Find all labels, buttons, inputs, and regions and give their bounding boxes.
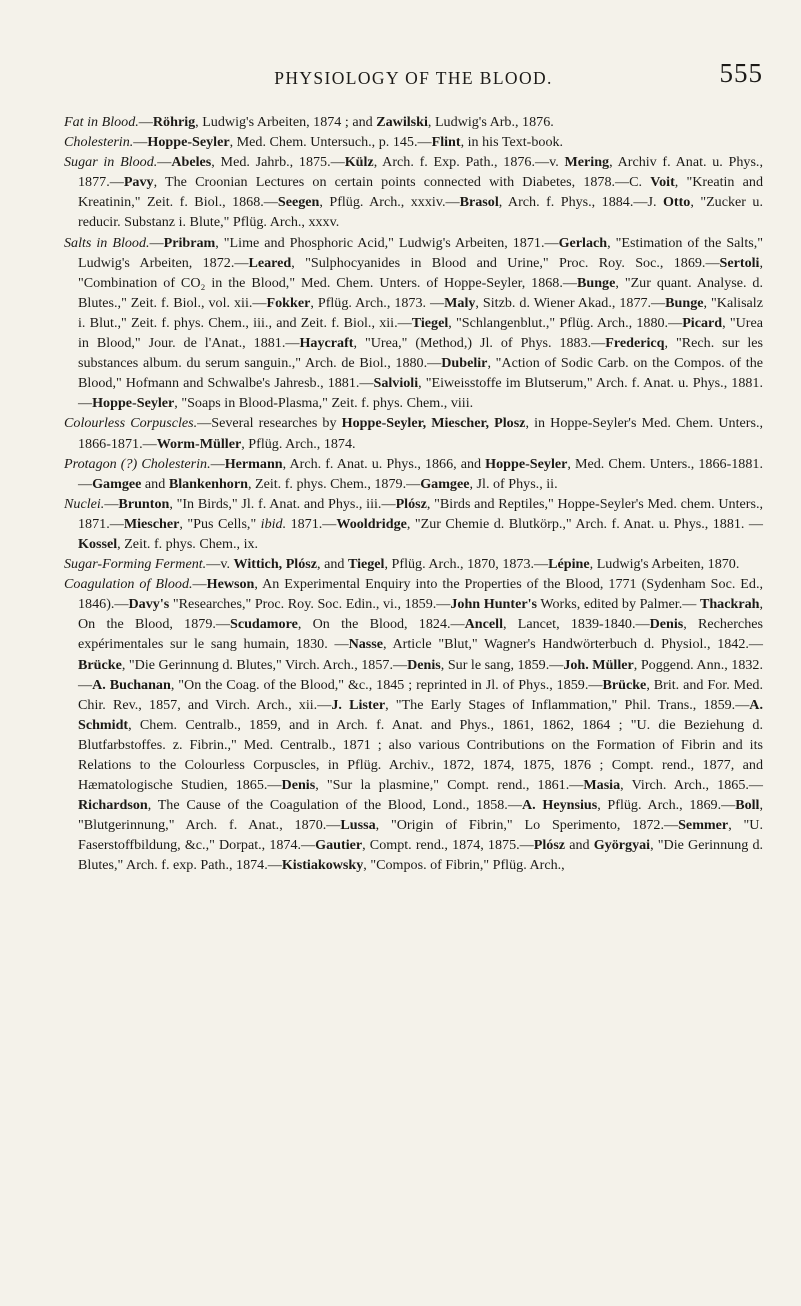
citation-text: , "Blutgerinnung," Arch. f. Anat., 1870.—: [78, 797, 763, 834]
citation-text: , Zeit. f. phys. Chem., 1879.—: [247, 475, 421, 492]
author-name: A. Heynsius: [521, 797, 598, 814]
author-name: Denis: [649, 616, 684, 633]
author-name: Worm-Müller: [156, 435, 242, 452]
bibliography-paragraph: [64, 152, 763, 232]
author-name: Denis: [407, 656, 441, 673]
author-name: Salvioli: [373, 375, 419, 392]
citation-text: , "Eiweisstoffe im Blutserum," Arch. f. Anat. u. Phys., 1881.—: [78, 375, 763, 412]
author-name: Fredericq: [605, 335, 665, 352]
citation-text: , "Birds and Reptiles," Hoppe-Seyler's Med. chem. Unters., 1871.—: [78, 495, 764, 532]
running-head: PHYSIOLOGY OF THE BLOOD.: [274, 68, 553, 88]
author-name: Kossel: [78, 535, 118, 552]
citation-text: , "On the Coag. of the Blood," &c., 1845 ; reprinted in Jl. of Phys., 1859.—: [170, 676, 603, 693]
citation-text: , Sur le sang, 1859.—: [440, 656, 564, 673]
citation-text: , Arch. f. Exp. Path., 1876.—v.: [373, 154, 565, 171]
citation-text: and: [565, 837, 594, 854]
author-name: Tiegel: [347, 556, 385, 573]
author-name: Plósz: [533, 837, 566, 854]
author-name: Maly: [444, 294, 476, 311]
citation-text: , "Kreatin and Kreatinin," Zeit. f. Biol., 1868.—: [78, 174, 763, 211]
citation-text: , "Die Gerinnung d. Blutes," Virch. Arch., 1857.—: [121, 656, 408, 673]
page-header: [64, 0, 763, 112]
heading-dash: —: [197, 415, 212, 432]
author-name: Mering: [564, 154, 610, 171]
author-name: Thackrah: [699, 596, 760, 613]
section-heading: Protagon (?) Cholesterin.: [64, 455, 211, 472]
bibliography-paragraph: [64, 554, 763, 574]
author-name: Brasol: [459, 194, 499, 211]
citation-text: , Ludwig's Arbeiten, 1874 ; and: [195, 114, 377, 130]
author-name: Lépine: [548, 556, 590, 573]
citation-text: , "U. Faserstoffbildung, &c.," Dorpat., 1874.—: [78, 817, 763, 854]
citation-text: , Ludwig's Arb., 1876.: [427, 114, 554, 130]
author-name: Tiegel: [411, 314, 449, 331]
author-name: Hermann: [224, 455, 283, 472]
author-name: Hoppe-Seyler: [92, 395, 175, 412]
author-name: Wittich, Plósz: [233, 556, 318, 573]
citation-text: , Sitzb. d. Wiener Akad., 1877.—: [475, 294, 666, 311]
author-name: Dubelir: [441, 355, 488, 372]
author-name: Kistiakowsky: [281, 857, 364, 874]
heading-dash: —: [192, 576, 207, 593]
citation-text: , Compt. rend., 1874, 1875.—: [362, 837, 534, 854]
citation-text: , Ludwig's Arbeiten, 1870.: [589, 556, 740, 573]
heading-dash: —: [138, 114, 153, 130]
citation-text: , "Urea in Blood," Jour. de l'Anat., 1881.—: [78, 314, 763, 352]
citation-text: , "Die Gerinnung d. Blutes," Arch. f. exp. Path., 1874.—: [78, 837, 764, 874]
author-name: Flint: [431, 134, 461, 151]
citation-text: , Jl. of Phys., ii.: [469, 475, 558, 492]
author-name: Gamgee: [92, 475, 142, 492]
bibliography-body: [64, 112, 763, 876]
citation-text: , in Hoppe-Seyler's Med. Chem. Unters., 1866-1871.—: [78, 415, 763, 452]
author-name: A. Schmidt: [78, 696, 763, 733]
citation-text: , Pflüg. Arch., 1873. —: [310, 294, 445, 311]
citation-text: , "Urea," (Method,) Jl. of Phys. 1883.—: [353, 335, 606, 352]
author-name: Külz: [344, 154, 374, 171]
bibliography-paragraph: [64, 574, 763, 875]
author-name: Scudamore: [229, 616, 298, 633]
author-name: Davy's: [128, 596, 170, 613]
author-name: Zawilski: [376, 114, 428, 130]
author-name: J. Lister: [331, 696, 386, 713]
author-name: Joh. Müller: [563, 656, 634, 673]
citation-text: 1871.—: [286, 515, 337, 532]
citation-text: , "Rech. sur les substances album. du serum sanguin.," Arch. de Biol., 1880.—: [78, 335, 763, 372]
citation-text: , On the Blood, 1879.—: [78, 596, 763, 633]
citation-text: , "Action of Sodic Carb. on the Compos. of the Blood," Hofmann and Schwalbe's Jahresb., 1881.—: [78, 355, 763, 392]
citation-text: , Poggend. Ann., 1832.—: [78, 656, 763, 693]
author-name: Haycraft: [299, 335, 354, 352]
bibliography-paragraph: [64, 132, 763, 152]
bibliography-paragraph: [64, 494, 763, 554]
citation-text: , Brit. and For. Med. Chir. Rev., 1857, and Virch. Arch., xii.—: [78, 676, 763, 713]
author-name: Sertoli: [719, 254, 760, 271]
citation-text: , Pflüg. Arch., 1870, 1873.—: [384, 556, 549, 573]
citation-text: , Zeit. f. phys. Chem., ix.: [117, 535, 259, 552]
author-name: Leared: [248, 254, 292, 271]
citation-text: , Virch. Arch., 1865.—: [620, 777, 764, 794]
section-heading: Sugar-Forming Ferment.: [64, 556, 207, 573]
heading-dash: —: [133, 134, 148, 151]
citation-text: , Recherches expérimentales sur le sang humain, 1830. —: [78, 616, 763, 653]
author-name: Picard: [682, 314, 723, 331]
author-name: Voit: [650, 174, 675, 191]
citation-text: , "Sur la plasmine," Compt. rend., 1861.—: [315, 777, 584, 794]
author-name: Denis: [281, 777, 316, 794]
author-name: Nasse: [348, 636, 384, 653]
citation-text: , "Estimation of the Salts," Ludwig's Arbeiten, 1872.—: [78, 234, 763, 271]
citation-text: , The Cause of the Coagulation of the Blood, Lond., 1858.—: [147, 797, 522, 814]
citation-text: v.: [220, 556, 234, 573]
author-name: Abeles: [171, 154, 212, 171]
citation-text: , in his Text-book.: [460, 134, 564, 151]
author-name: Györgyai: [593, 837, 651, 854]
citation-text: Several researches by: [211, 415, 342, 432]
citation-text: , "Zur Chemie d. Blutkörp.," Arch. f. Anat. u. Phys., 1881. —: [406, 515, 763, 532]
author-name: Pribram: [163, 234, 216, 251]
author-name: Otto: [662, 194, 691, 211]
author-name: Brücke: [78, 656, 122, 673]
author-name: John Hunter's: [450, 596, 537, 613]
citation-text: , "Pus Cells,": [179, 515, 261, 532]
author-name: Hoppe-Seyler: [147, 134, 230, 151]
heading-dash: —: [149, 234, 164, 251]
heading-dash: —: [210, 455, 225, 472]
author-name: Semmer: [678, 817, 729, 834]
section-heading: Fat in Blood.: [64, 114, 139, 130]
author-name: Boll: [735, 797, 760, 814]
citation-text: , The Croonian Lectures on certain points connected with Diabetes, 1878.—C.: [153, 174, 651, 191]
author-name: Bunge: [576, 274, 616, 291]
author-name: Plósz: [395, 495, 427, 512]
author-name: Blankenhorn: [168, 475, 248, 492]
citation-text: , Archiv f. Anat. u. Phys., 1877.—: [78, 154, 763, 191]
citation-text: , Pflüg. Arch., 1874.: [241, 435, 356, 452]
bibliography-paragraph: [64, 413, 763, 453]
citation-text: , "The Early Stages of Inflammation," Phil. Trans., 1859.—: [385, 696, 750, 713]
citation-text: , Med. Chem. Untersuch., p. 145.—: [229, 134, 432, 151]
author-name: Gerlach: [558, 234, 608, 251]
bibliography-paragraph: [64, 233, 763, 414]
author-name: Gamgee: [420, 475, 470, 492]
author-name: Ancell: [464, 616, 503, 633]
citation-text: , Med. Chem. Unters., 1866-1881.—: [78, 455, 763, 492]
author-name: Masia: [583, 777, 621, 794]
section-heading: Sugar in Blood.: [64, 154, 158, 171]
section-heading: Coagulation of Blood.: [64, 576, 193, 593]
heading-dash: —: [206, 556, 221, 573]
author-name: Hewson: [206, 576, 255, 593]
page-number: 555: [719, 58, 763, 88]
citation-text: , "Combination of CO₂ in the Blood," Med. Chem. Unters. of Hoppe-Seyler, 1868.—: [78, 254, 763, 291]
heading-dash: —: [104, 495, 119, 512]
author-name: Gautier: [315, 837, 363, 854]
citation-text: , "Origin of Fibrin," Lo Sperimento, 1872.—: [375, 817, 679, 834]
citation-text: , On the Blood, 1824.—: [297, 616, 465, 633]
section-heading: Colourless Corpuscles.: [64, 415, 198, 432]
citation-text: , "Lime and Phosphoric Acid," Ludwig's Arbeiten, 1871.—: [215, 234, 559, 251]
citation-text: , "Zucker u. reducir. Substanz i. Blute," Pflüg. Arch., xxxv.: [78, 194, 763, 231]
bibliography-paragraph: [64, 454, 763, 494]
citation-text: Works, edited by Palmer.—: [536, 596, 700, 613]
citation-text: , and: [317, 556, 348, 573]
author-name: Wooldridge: [336, 515, 407, 532]
author-name: Fokker: [266, 294, 311, 311]
author-name: Seegen: [277, 194, 320, 211]
citation-text: , "Sulphocyanides in Blood and Urine," Proc. Roy. Soc., 1869.—: [291, 254, 720, 271]
citation-text: and: [141, 475, 169, 492]
author-name: Brunton: [118, 495, 170, 512]
author-name: Hoppe-Seyler: [485, 455, 568, 472]
author-name: Röhrig: [152, 114, 196, 130]
section-heading: Cholesterin.: [64, 134, 134, 151]
citation-text: , Med. Jahrb., 1875.—: [211, 154, 345, 171]
section-heading: Salts in Blood.: [64, 234, 150, 251]
author-name: Hoppe-Seyler, Miescher, Plosz: [341, 415, 526, 432]
author-name: Pavy: [123, 174, 154, 191]
citation-text: , "Schlangenblut.," Pflüg. Arch., 1880.—: [448, 314, 683, 331]
citation-text: , Article "Blut," Wagner's Handwörterbuch d. Physiol., 1842.—: [383, 636, 764, 653]
citation-text: , "Soaps in Blood-Plasma," Zeit. f. phys. Chem., viii.: [174, 395, 474, 412]
citation-text: , "Kalisalz i. Blut.," Zeit. f. phys. Chem., iii., and Zeit. f. Biol., xii.—: [78, 294, 763, 331]
citation-text: , "In Birds," Jl. f. Anat. and Phys., iii.—: [169, 495, 396, 512]
italic-text: ibid.: [260, 515, 287, 532]
author-name: Richardson: [78, 797, 148, 814]
author-name: Brücke: [602, 676, 647, 693]
citation-text: , An Experimental Enquiry into the Properties of the Blood, 1771 (Sydenham Soc. Ed., 1846).—: [78, 576, 763, 613]
author-name: Miescher: [123, 515, 180, 532]
heading-dash: —: [157, 154, 172, 171]
citation-text: , Pflüg. Arch., 1869.—: [597, 797, 736, 814]
section-heading: Nuclei.: [64, 495, 105, 512]
citation-text: , "Zur quant. Analyse. d. Blutes.," Zeit. f. Biol., vol. xii.—: [78, 274, 763, 311]
citation-text: , Pflüg. Arch., xxxiv.—: [319, 194, 460, 211]
citation-text: , Lancet, 1839-1840.—: [502, 616, 650, 633]
citation-text: , "Compos. of Fibrin," Pflüg. Arch.,: [363, 857, 565, 874]
author-name: A. Buchanan: [92, 676, 171, 693]
citation-text: , Chem. Centralb., 1859, and in Arch. f. Anat. and Phys., 1861, 1862, 1864 ; "U. die Beziehung d. Blutfarbstoffes. z. Fibrin.," Med. Centralb., 1871 ; also various Contributions on the Formation of Fibrin and its Relations to the Colourless Corpuscles, in Pflüg. Archiv., 1872, 1874, 1875, 1876 ; Compt. rend., 1877, and Hæmatologische Studien, 1865.—: [78, 716, 763, 794]
author-name: Bunge: [665, 294, 704, 311]
citation-text: , Arch. f. Phys., 1884.—J.: [498, 194, 663, 211]
citation-text: , Arch. f. Anat. u. Phys., 1866, and: [282, 455, 486, 472]
citation-text: "Researches," Proc. Roy. Soc. Edin., vi., 1859.—: [169, 596, 451, 613]
bibliography-paragraph: [64, 112, 763, 132]
author-name: Lussa: [340, 817, 376, 834]
